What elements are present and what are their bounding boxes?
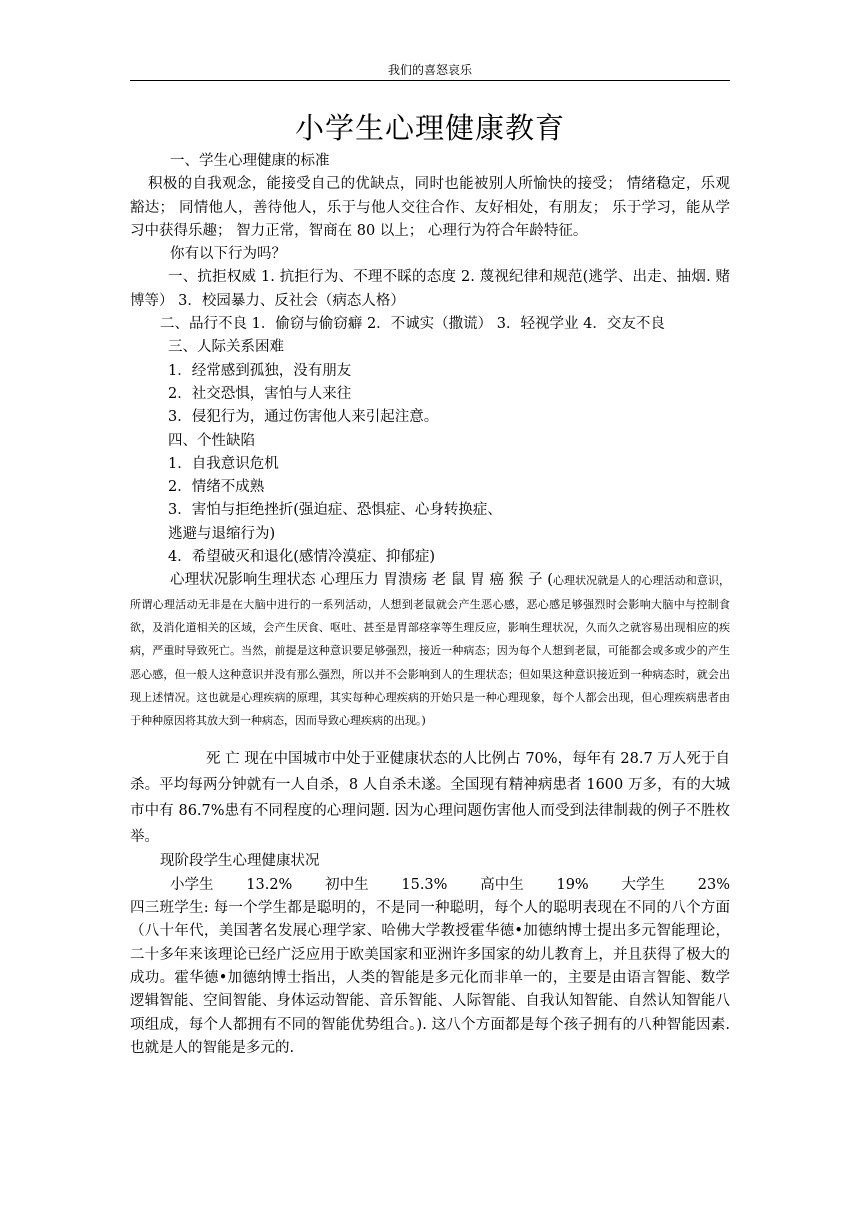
document-title: 小学生心理健康教育 (294, 111, 565, 145)
stat-label: 大学生 (621, 876, 665, 893)
list-item: 4．希望破灭和退化(感情冷漠症、抑郁症) (168, 549, 436, 566)
behavior-4-heading: 四、个性缺陷 (168, 432, 255, 449)
status-heading: 现阶段学生心理健康状况 (160, 853, 320, 870)
psych-paragraph (130, 569, 730, 732)
behavior-2: 二、品行不良 1．偷窃与偷窃癖 2．不诚实（撒谎） 3．轻视学业 4．交友不良 (160, 316, 665, 333)
document-body (130, 150, 730, 1060)
class-paragraph: 四三班学生: 每一个学生都是聪明的，不是同一种聪明，每个人的聪明表现在不同的八个方面（八十年代，美国著名发展心理学家、哈佛大学教授霍华德•加德纳博士提出多元智能理论，二十多年来该理论已经广泛应用于欧美国家和亚洲许多国家的幼儿教育上，并且获得了极大的成功。霍华德•加德纳博士指出，人类的智能是多元化而非单一的，主要是由语言智能、数学逻辑智能、空间智能、身体运动智能、音乐智能、人际智能、自我认知智能、自然认知智能八项组成，每个人都拥有不同的智能优势组合。). 这八个方面都是每个孩子拥有的八种智能因素. 也就是人的智能是多元的. (130, 900, 730, 1056)
list-item: 1．自我意识危机 (168, 455, 279, 472)
stat-label: 初中生 (325, 876, 369, 893)
page-header: 我们的喜怒哀乐 (387, 63, 472, 77)
stat-label: 高中生 (480, 876, 524, 893)
death-label: 死 亡 (206, 751, 240, 768)
list-item: 1．经常感到孤独，没有朋友 (168, 362, 352, 379)
list-item: 2．社交恐惧，害怕与人来往 (168, 385, 352, 402)
stat-value: 13.2% (246, 876, 293, 893)
stat-value: 15.3% (401, 876, 448, 893)
death-paragraph (130, 746, 730, 850)
paragraph: 积极的自我观念，能接受自己的优缺点，同时也能被别人所愉快的接受； 情绪稳定，乐观豁达； 同情他人，善待他人，乐于与他人交往合作、友好相处，有朋友； 乐于学习，能从学习中获得乐趣； 智力正常，智商在 80 以上； 心理行为符合年龄特征。 (130, 176, 730, 239)
spacer (130, 732, 730, 746)
list-item: 3．害怕与拒绝挫折(强迫症、恐惧症、心身转换症、 (168, 502, 502, 519)
stat-value: 23% (697, 876, 730, 893)
behavior-1: 一、抗拒权威 1. 抗拒行为、不理不睬的态度 2. 蔑视纪律和规范(逃学、出走、抽烟. 赌博等） 3．校园暴力、反社会（病态人格） (130, 269, 730, 309)
behavior-3-heading: 三、人际关系困难 (168, 339, 284, 356)
stat-label: 小学生 (170, 876, 214, 893)
psych-explanation: 心理状况就是人的心理活动和意识，所谓心理活动无非是在大脑中进行的一系列活动，人想到老鼠就会产生恶心感，恶心感足够强烈时会影响大脑中与控制食欲，及消化道相关的区域，会产生厌食、呕吐、甚至是胃部痉挛等生理反应，影响生理状况，久而久之就容易出现相应的疾病，严重时导致死亡。当然，前提是这种意识要足够强烈，接近一种病态；因为每个人想到老鼠，可能都会或多或少的产生恶心感，但一般人这种意识并没有那么强烈，所以并不会影响到人的生理状态；但如果这种意识接近到一种病态时，就会出现上述情况。这也就是心理疾病的原理，其实每种心理疾病的开始只是一种心理现象，每个人都会出现，但心理疾病患者由于种种原因将其放大到一种病态，因而导致心理疾病的出现。) (130, 574, 731, 728)
list-item: 3．侵犯行为，通过伤害他人来引起注意。 (168, 409, 439, 426)
section-heading: 一、学生心理健康的标准 (170, 153, 330, 169)
header-divider (130, 80, 730, 81)
list-item: 逃避与退缩行为) (168, 525, 276, 542)
stats-row (130, 874, 730, 897)
death-text: 现在中国城市中处于亚健康状态的人比例占 70%，每年有 28.7 万人死于自杀。平均每两分钟就有一人自杀，8 人自杀未遂。全国现有精神病患者 1600 万多，有的大城市中有 86.7%患有不同程度的心理问题. 因为心理问题伤害他人而受到法律制裁的例子不胜枚举。 (130, 751, 730, 846)
stat-value: 19% (556, 876, 589, 893)
list-item: 2．情绪不成熟 (168, 479, 265, 496)
psych-lead: 心理状况影响生理状态 心理压力 胃溃疡 老 鼠 胃 癌 猴 子 ( (170, 572, 553, 589)
question-line: 你有以下行为吗？ (170, 246, 286, 263)
